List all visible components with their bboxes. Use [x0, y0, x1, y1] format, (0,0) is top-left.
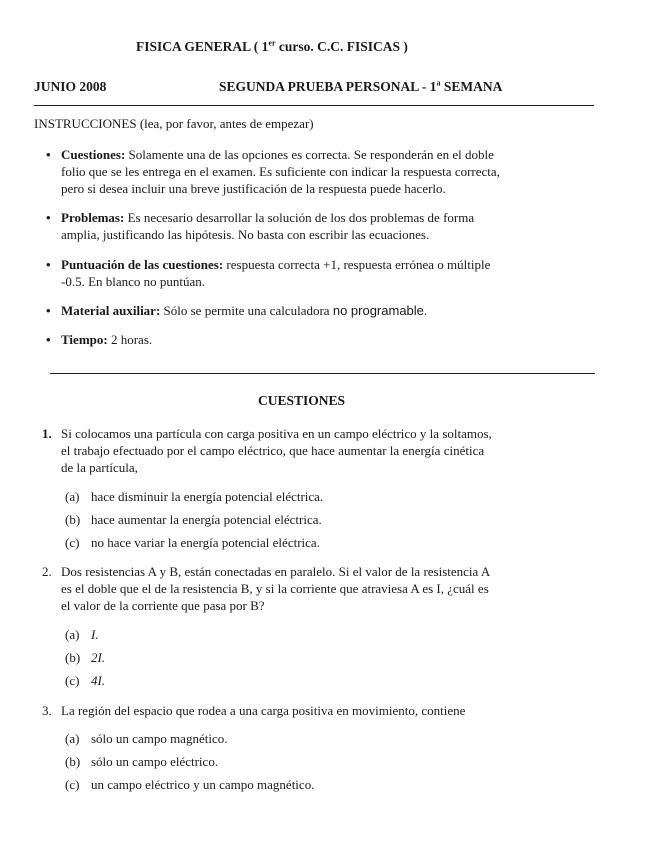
section-rule: [50, 373, 595, 374]
instructions-heading: INSTRUCCIONES (lea, por favor, antes de empezar): [34, 116, 314, 131]
instruction-line: folio que se les entrega en el examen. Es suficiente con indicar la respuesta correcta,: [61, 164, 500, 179]
instruction-cuestiones: Cuestiones: Solamente una de las opciones es correcta. Se responderán en el doble: [61, 147, 494, 162]
instruction-line: amplia, justificando las hipótesis. No basta con escribir las ecuaciones.: [61, 227, 430, 242]
instruction-line: pero si desea incluir una breve justificación de la respuesta puede hacerlo.: [61, 181, 446, 196]
option-b: (b) 2I.: [65, 650, 106, 665]
instruction-puntuacion: Puntuación de las cuestiones: respuesta correcta +1, respuesta errónea o múltiple: [61, 257, 491, 272]
instruction-tiempo: Tiempo: 2 horas.: [61, 332, 153, 347]
question-number: 3.: [42, 703, 52, 718]
question-number: 1.: [42, 426, 52, 441]
bullet-icon: •: [46, 147, 51, 162]
header-rule: [34, 105, 594, 106]
question-text: el valor de la corriente que pasa por B?: [61, 598, 265, 613]
question-text: el trabajo efectuado por el campo eléctrico, que hace aumentar la energía cinética: [61, 443, 485, 458]
option-a: (a) hace disminuir la energía potencial eléctrica.: [65, 489, 324, 504]
instruction-material: Material auxiliar: Sólo se permite una calculadora no programable.: [61, 303, 428, 318]
instruction-line: -0.5. En blanco no puntúan.: [61, 274, 206, 289]
question-text: Dos resistencias A y B, están conectadas en paralelo. Si el valor de la resistencia A: [61, 564, 491, 579]
exam-date: JUNIO 2008: [34, 79, 107, 94]
question-text: Si colocamos una partícula con carga positiva en un campo eléctrico y la soltamos,: [61, 426, 492, 441]
option-a: (a) I.: [65, 627, 99, 642]
bullet-icon: •: [46, 210, 51, 225]
question-number: 2.: [42, 564, 52, 579]
bullet-icon: •: [46, 257, 51, 272]
question-text: es el doble que el de la resistencia B, y si la corriente que atraviesa A es I, ¿cuál es: [61, 581, 489, 596]
section-title: CUESTIONES: [258, 393, 346, 408]
option-a: (a) sólo un campo magnético.: [65, 731, 228, 746]
bullet-icon: •: [46, 303, 51, 318]
question-text: de la partícula,: [61, 460, 138, 475]
option-c: (c) un campo eléctrico y un campo magnético.: [65, 777, 315, 792]
exam-title: FISICA GENERAL ( 1er curso. C.C. FISICAS ): [136, 38, 408, 54]
option-b: (b) hace aumentar la energía potencial eléctrica.: [65, 512, 322, 527]
exam-name: SEGUNDA PRUEBA PERSONAL - 1$^a$ SEMANA: [219, 78, 503, 94]
instruction-problemas: Problemas: Es necesario desarrollar la solución de los dos problemas de forma: [61, 210, 475, 225]
option-c: (c) no hace variar la energía potencial eléctrica.: [65, 535, 320, 550]
bullet-icon: •: [46, 332, 51, 347]
option-c: (c) 4I.: [65, 673, 106, 688]
option-b: (b) sólo un campo eléctrico.: [65, 754, 219, 769]
question-text: La región del espacio que rodea a una carga positiva en movimiento, contiene: [61, 703, 466, 718]
